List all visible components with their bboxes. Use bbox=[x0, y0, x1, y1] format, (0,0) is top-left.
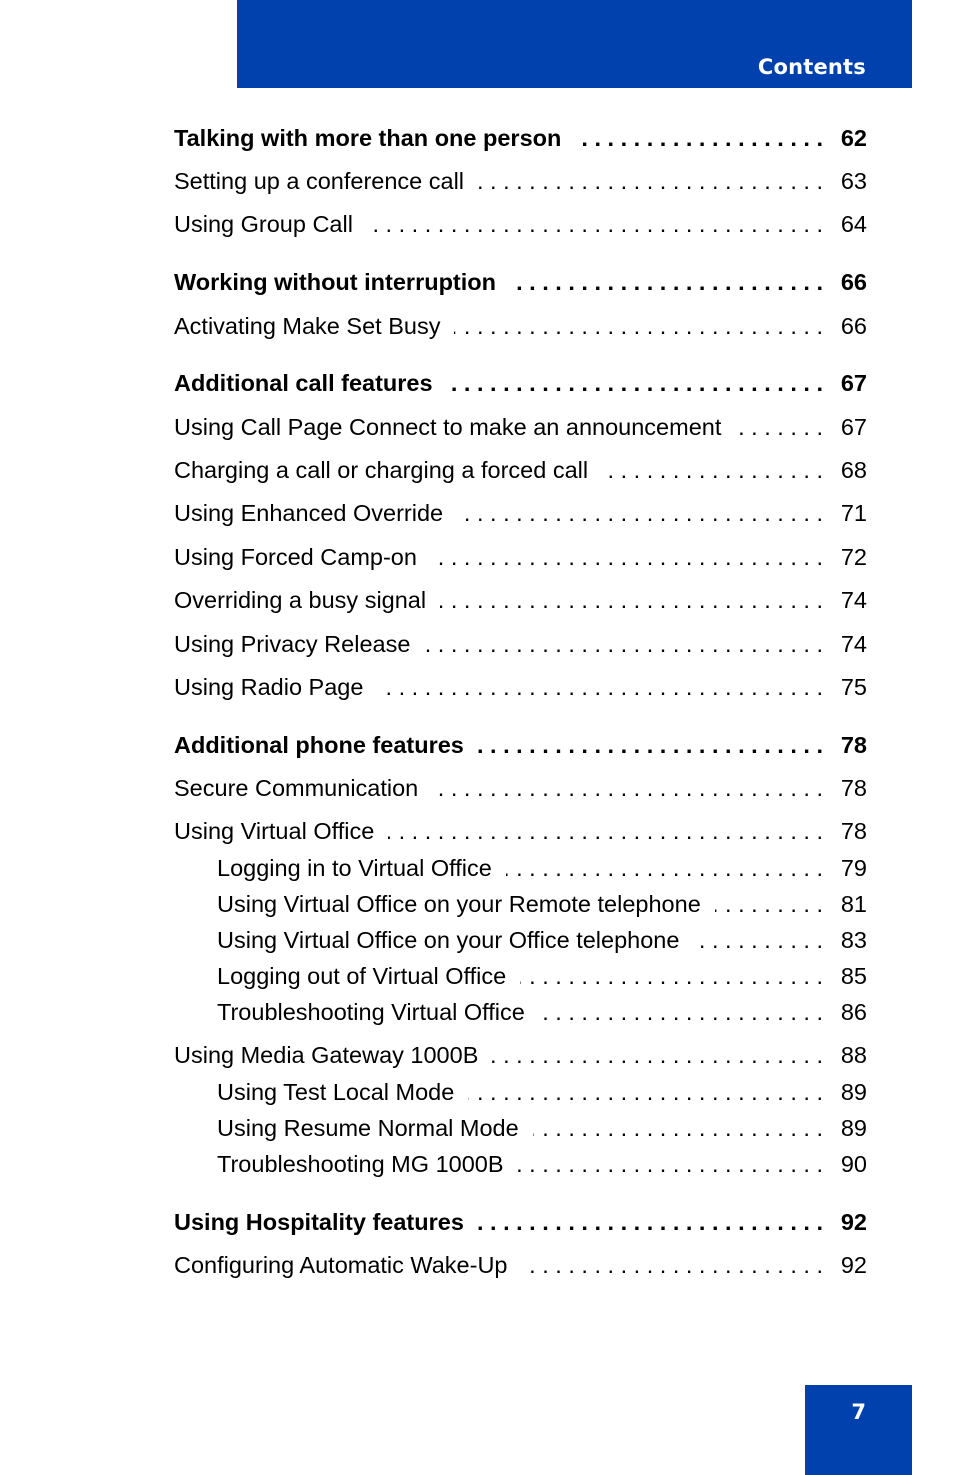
toc-entry[interactable] bbox=[174, 311, 867, 341]
toc-entry-label: Using Call Page Connect to make an announcement bbox=[174, 414, 722, 440]
toc-entry-page: 81 bbox=[840, 891, 867, 917]
toc-entry-page: 68 bbox=[840, 457, 867, 483]
toc-entry-page: 78 bbox=[840, 732, 867, 758]
toc-entry-label: Using Enhanced Override bbox=[174, 500, 444, 526]
toc-entry-label: Additional call features bbox=[174, 370, 433, 396]
dot-leader bbox=[388, 816, 823, 846]
toc-entry-page: 88 bbox=[840, 1042, 867, 1068]
toc-entry-page: 62 bbox=[840, 125, 867, 151]
toc-entry-label: Using Test Local Mode bbox=[217, 1079, 455, 1105]
toc-entry-label: Troubleshooting Virtual Office bbox=[217, 999, 525, 1025]
dot-leader bbox=[602, 455, 823, 485]
toc-subentry[interactable] bbox=[217, 889, 867, 919]
toc-entry-label: Configuring Automatic Wake-Up bbox=[174, 1252, 508, 1278]
table-of-contents bbox=[174, 0, 867, 1320]
toc-entry-label: Talking with more than one person bbox=[174, 125, 562, 151]
toc-entry-label: Activating Make Set Busy bbox=[174, 313, 441, 339]
toc-entry[interactable] bbox=[174, 209, 867, 239]
toc-entry[interactable] bbox=[174, 455, 867, 485]
dot-leader bbox=[520, 961, 823, 991]
toc-entry[interactable] bbox=[174, 672, 867, 702]
dot-leader bbox=[506, 853, 823, 883]
toc-entry-page: 63 bbox=[840, 168, 867, 194]
toc-entry-page: 74 bbox=[840, 631, 867, 657]
dot-leader bbox=[431, 542, 823, 572]
dot-leader bbox=[533, 1113, 823, 1143]
dot-leader bbox=[432, 773, 823, 803]
toc-subentry[interactable] bbox=[217, 925, 867, 955]
toc-subentry[interactable] bbox=[217, 1077, 867, 1107]
toc-entry-label: Using Group Call bbox=[174, 211, 353, 237]
dot-leader bbox=[735, 412, 823, 442]
toc-entry-label: Using Resume Normal Mode bbox=[217, 1115, 519, 1141]
toc-entry-page: 78 bbox=[840, 818, 867, 844]
toc-entry-page: 72 bbox=[840, 544, 867, 570]
dot-leader bbox=[522, 1250, 824, 1280]
toc-entry-page: 79 bbox=[840, 855, 867, 881]
toc-entry-page: 90 bbox=[840, 1151, 867, 1177]
toc-entry[interactable] bbox=[174, 542, 867, 572]
toc-entry-page: 67 bbox=[840, 414, 867, 440]
toc-entry-label: Using Virtual Office bbox=[174, 818, 375, 844]
toc-entry-page: 89 bbox=[840, 1079, 867, 1105]
toc-entry-page: 83 bbox=[840, 927, 867, 953]
toc-entry-label: Setting up a conference call bbox=[174, 168, 465, 194]
dot-leader bbox=[424, 629, 823, 659]
dot-leader bbox=[478, 1207, 823, 1237]
toc-entry-label: Charging a call or charging a forced call bbox=[174, 457, 589, 483]
toc-entry-page: 85 bbox=[840, 963, 867, 989]
toc-entry-label: Logging out of Virtual Office bbox=[217, 963, 507, 989]
dot-leader bbox=[575, 123, 823, 153]
toc-entry[interactable] bbox=[174, 166, 867, 196]
toc-entry-page: 67 bbox=[840, 370, 867, 396]
dot-leader bbox=[377, 672, 823, 702]
toc-entry-label: Additional phone features bbox=[174, 732, 464, 758]
toc-entry-heading[interactable] bbox=[174, 730, 867, 760]
toc-entry-label: Using Hospitality features bbox=[174, 1209, 464, 1235]
toc-entry[interactable] bbox=[174, 773, 867, 803]
toc-subentry[interactable] bbox=[217, 961, 867, 991]
toc-entry-label: Using Radio Page bbox=[174, 674, 364, 700]
dot-leader bbox=[715, 889, 823, 919]
toc-entry-page: 86 bbox=[840, 999, 867, 1025]
toc-entry[interactable] bbox=[174, 1250, 867, 1280]
toc-entry-label: Troubleshooting MG 1000B bbox=[217, 1151, 504, 1177]
toc-entry[interactable] bbox=[174, 1040, 867, 1070]
toc-entry-label: Overriding a busy signal bbox=[174, 587, 427, 613]
dot-leader bbox=[478, 730, 823, 760]
page-number-box bbox=[805, 1385, 912, 1475]
toc-entry-label: Logging in to Virtual Office bbox=[217, 855, 492, 881]
toc-entry-label: Using Virtual Office on your Remote telephone bbox=[217, 891, 701, 917]
toc-entry[interactable] bbox=[174, 585, 867, 615]
dot-leader bbox=[457, 498, 823, 528]
toc-entry-heading[interactable] bbox=[174, 368, 867, 398]
page-title: Contents bbox=[757, 55, 866, 79]
toc-subentry[interactable] bbox=[217, 853, 867, 883]
toc-entry-page: 71 bbox=[840, 500, 867, 526]
dot-leader bbox=[440, 585, 823, 615]
toc-entry-heading[interactable] bbox=[174, 123, 867, 153]
dot-leader bbox=[447, 368, 823, 398]
toc-entry-page: 64 bbox=[840, 211, 867, 237]
toc-entry-page: 66 bbox=[840, 269, 867, 295]
toc-entry-label: Using Privacy Release bbox=[174, 631, 411, 657]
toc-entry-page: 66 bbox=[840, 313, 867, 339]
toc-subentry[interactable] bbox=[217, 997, 867, 1027]
toc-entry-label: Using Virtual Office on your Office telephone bbox=[217, 927, 680, 953]
toc-entry[interactable] bbox=[174, 498, 867, 528]
toc-entry-page: 74 bbox=[840, 587, 867, 613]
dot-leader bbox=[518, 1149, 823, 1179]
dot-leader bbox=[454, 311, 823, 341]
toc-entry[interactable] bbox=[174, 629, 867, 659]
toc-subentry[interactable] bbox=[217, 1113, 867, 1143]
dot-leader bbox=[510, 267, 823, 297]
dot-leader bbox=[693, 925, 823, 955]
dot-leader bbox=[367, 209, 823, 239]
toc-entry-heading[interactable] bbox=[174, 267, 867, 297]
toc-entry-page: 92 bbox=[840, 1209, 867, 1235]
toc-entry-page: 92 bbox=[840, 1252, 867, 1278]
dot-leader bbox=[492, 1040, 823, 1070]
page-number: 7 bbox=[851, 1400, 866, 1424]
toc-entry-page: 89 bbox=[840, 1115, 867, 1141]
toc-entry-label: Using Forced Camp-on bbox=[174, 544, 417, 570]
toc-entry[interactable] bbox=[174, 816, 867, 846]
toc-entry-page: 78 bbox=[840, 775, 867, 801]
toc-entry-label: Secure Communication bbox=[174, 775, 419, 801]
toc-entry-label: Using Media Gateway 1000B bbox=[174, 1042, 479, 1068]
dot-leader bbox=[478, 166, 823, 196]
toc-entry[interactable] bbox=[174, 412, 867, 442]
dot-leader bbox=[539, 997, 823, 1027]
toc-entry-label: Working without interruption bbox=[174, 269, 496, 295]
toc-entry-page: 75 bbox=[840, 674, 867, 700]
toc-entry-heading[interactable] bbox=[174, 1207, 867, 1237]
dot-leader bbox=[468, 1077, 823, 1107]
toc-subentry[interactable] bbox=[217, 1149, 867, 1179]
